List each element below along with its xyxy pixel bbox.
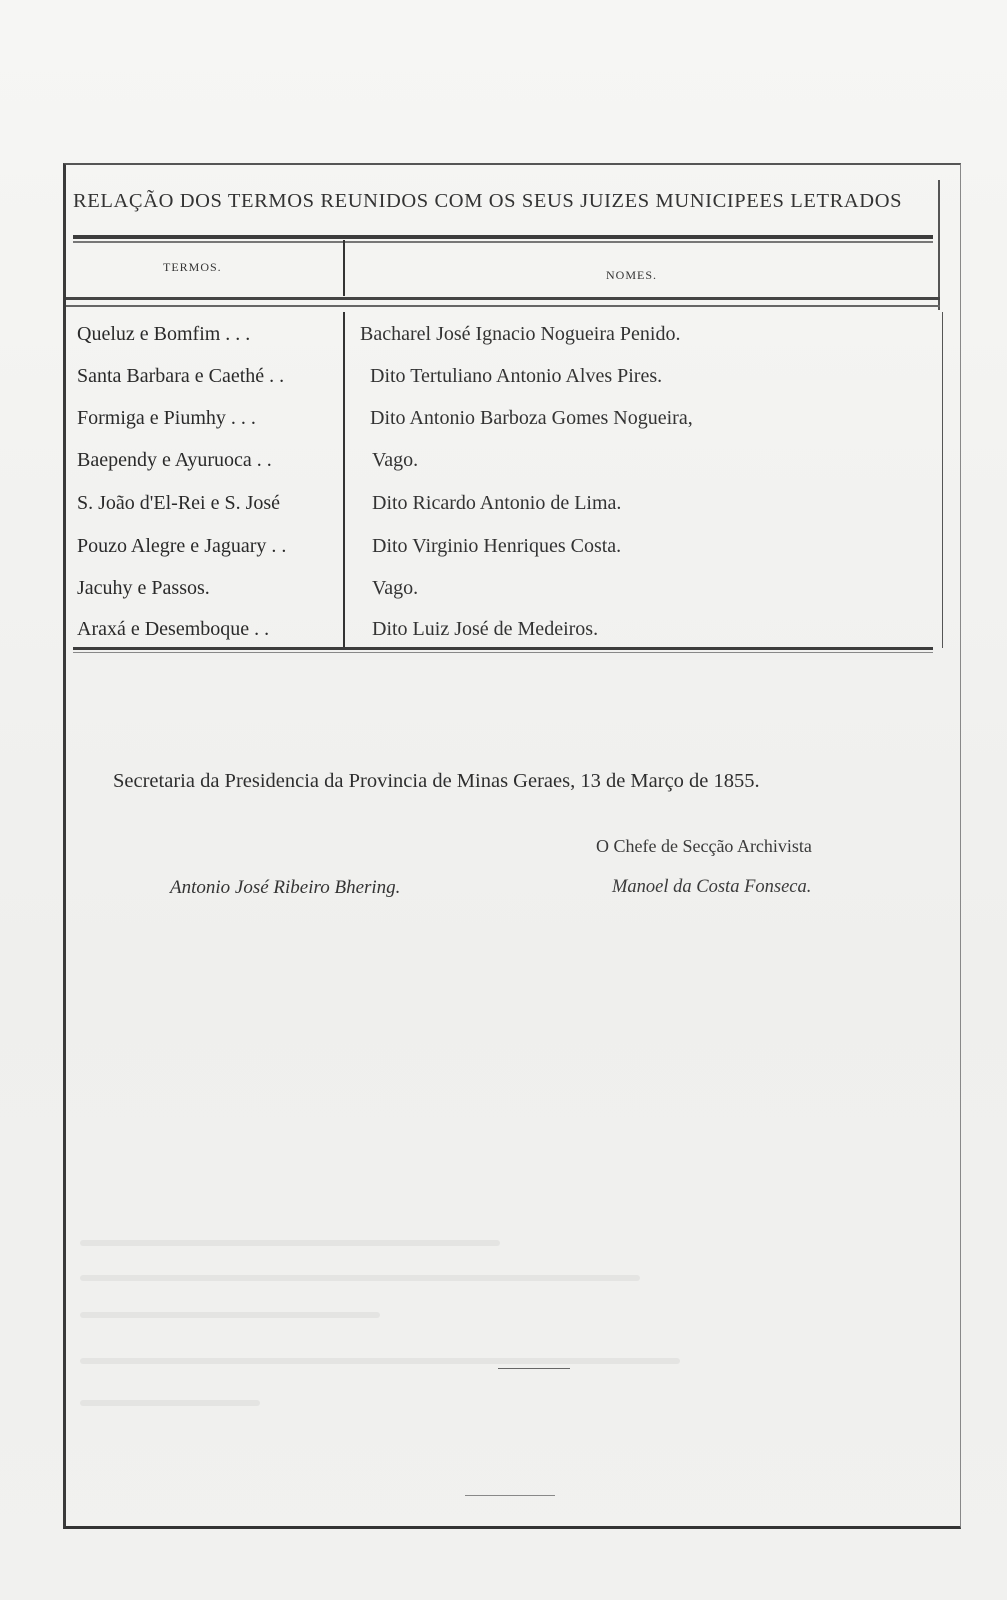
termo-cell: Pouzo Alegre e Jaguary . . [77,535,287,557]
nome-cell: Dito Virginio Henriques Costa. [372,535,622,557]
column-header-nomes: NOMES. [606,268,658,282]
title-rule-2 [73,241,933,243]
termo-cell: S. João d'El-Rei e S. José [77,492,281,514]
signature-right: Manoel da Costa Fonseca. [612,877,812,897]
nome-cell: Vago. [372,577,419,599]
right-border-top [938,180,940,310]
termo-cell: Jacuhy e Passos. [77,577,210,599]
table-bottom-rule [73,647,933,650]
right-border-body [942,312,943,648]
bottom-ornament-rule [498,1368,570,1369]
header-bottom-rule-2 [66,305,940,307]
bleed-through-line [80,1400,260,1406]
table-row [77,407,937,443]
table-row [77,577,937,613]
table-row [77,365,937,401]
bleed-through-line [80,1240,500,1246]
termo-cell: Queluz e Bomfim . . . [77,323,251,345]
bottom-ornament-rule [465,1495,555,1496]
table-row [77,492,937,528]
signature-left: Antonio José Ribeiro Bhering. [170,877,401,898]
termo-cell: Formiga e Piumhy . . . [77,407,256,429]
header-bottom-rule [66,297,940,300]
chefe-title: O Chefe de Secção Archivista [596,836,812,856]
bleed-through-line [80,1275,640,1281]
secretaria-line: Secretaria da Presidencia da Provincia de Minas Geraes, 13 de Março de 1855. [113,770,760,792]
bleed-through-line [80,1312,380,1318]
nome-cell: Dito Luiz José de Medeiros. [372,618,599,640]
document-title: RELAÇÃO DOS TERMOS REUNIDOS COM OS SEUS JUIZES MUNICIPEES LETRADOS [73,190,903,212]
nome-cell: Dito Tertuliano Antonio Alves Pires. [370,365,663,387]
nome-cell: Vago. [372,449,419,471]
column-header-termos: TERMOS. [163,260,222,274]
termo-cell: Baependy e Ayuruoca . . [77,449,272,471]
table-bottom-rule-2 [73,652,933,653]
termo-cell: Santa Barbara e Caethé . . [77,365,285,387]
nome-cell: Bacharel José Ignacio Nogueira Penido. [360,323,681,345]
column-divider-header [343,240,345,296]
bleed-through-line [80,1358,680,1364]
table-row [77,535,937,571]
nome-cell: Dito Antonio Barboza Gomes Nogueira, [370,407,693,429]
nome-cell: Dito Ricardo Antonio de Lima. [372,492,622,514]
termo-cell: Araxá e Desemboque . . [77,618,270,640]
title-rule [73,235,933,239]
table-row [77,449,937,485]
table-row [77,323,937,359]
